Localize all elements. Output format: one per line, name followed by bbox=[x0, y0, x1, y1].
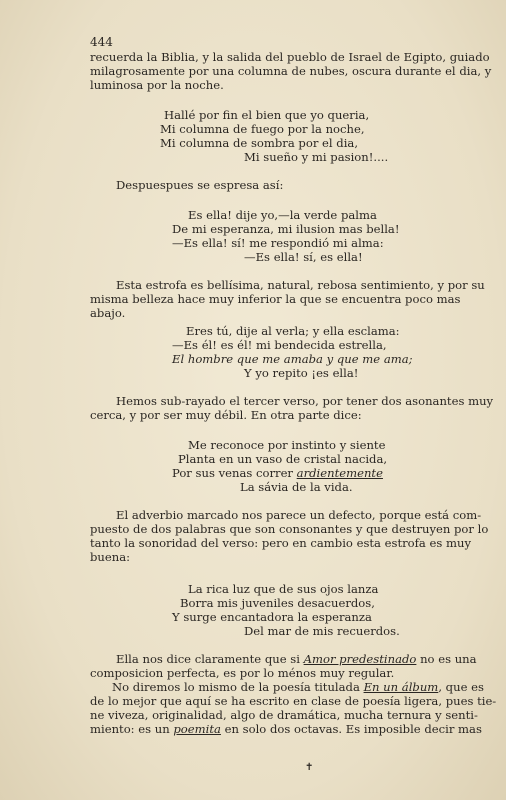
text-line bbox=[90, 722, 482, 736]
verse-line: Me reconoce por instinto y siente bbox=[188, 438, 386, 452]
verse-line: Hallé por fin el bien que yo queria, bbox=[164, 108, 370, 122]
line-text: No diremos lo mismo de la poesía titulada bbox=[112, 680, 364, 694]
text-line: tanto la sonoridad del verso: pero en cambio esta estrofa es muy bbox=[90, 536, 472, 550]
line-text: miento: es un bbox=[90, 722, 174, 736]
verse-line: Y yo repito ¡es ella! bbox=[244, 366, 359, 380]
verse-line: Del mar de mis recuerdos. bbox=[244, 624, 400, 638]
verse-line: Borra mis juveniles desacuerdos, bbox=[180, 596, 375, 610]
verse-line: De mi esperanza, mi ilusion mas bella! bbox=[172, 222, 400, 236]
text-line bbox=[112, 680, 484, 694]
text-line: luminosa por la noche. bbox=[90, 78, 224, 92]
verse-line: Mi columna de fuego por la noche, bbox=[160, 122, 365, 136]
verse-line: Es ella! dije yo,—la verde palma bbox=[188, 208, 377, 222]
text-line: buena: bbox=[90, 550, 131, 564]
verse-line: Mi columna de sombra por el dia, bbox=[160, 136, 359, 150]
text-line: milagrosamente por una columna de nubes, oscura durante el dia, y bbox=[90, 64, 492, 78]
line-text: no es una bbox=[416, 652, 477, 666]
text-line: ne viveza, originalidad, algo de dramática, mucha ternura y senti- bbox=[90, 708, 478, 722]
text-line: misma belleza hace muy inferior la que se encuentra poco mas bbox=[90, 292, 461, 306]
text-line: Hemos sub-rayado el tercer verso, por tener dos asonantes muy bbox=[116, 394, 494, 408]
italic-title: En un álbum bbox=[363, 680, 439, 694]
text-line: Esta estrofa es bellísima, natural, rebosa sentimiento, y por su bbox=[116, 278, 485, 292]
italic-title: Amor predestinado bbox=[303, 652, 417, 666]
underlined-word: ardientemente bbox=[296, 466, 383, 480]
verse-line: Mi sueño y mi pasion!.... bbox=[244, 150, 389, 164]
text-line: El adverbio marcado nos parece un defecto, porque está com- bbox=[116, 508, 482, 522]
verse-text: Por sus venas correr bbox=[172, 466, 297, 480]
line-text: , que es bbox=[438, 680, 484, 694]
verse-line: —Es ella! sí! me respondió mi alma: bbox=[172, 236, 384, 250]
text-line: composicion perfecta, es por lo ménos muy regular. bbox=[90, 666, 395, 680]
text-line bbox=[116, 652, 477, 666]
text-line: abajo. bbox=[90, 306, 126, 320]
verse-line: El hombre que me amaba y que me ama; bbox=[172, 352, 413, 366]
verse-line: Eres tú, dije al verla; y ella esclama: bbox=[186, 324, 400, 338]
italic-word: poemita bbox=[173, 722, 221, 736]
line-text: en solo dos octavas. Es imposible decir mas bbox=[220, 722, 482, 736]
printer-mark-icon: ✝ bbox=[305, 762, 314, 773]
text-line: Despuespues se espresa así: bbox=[116, 178, 284, 192]
verse-line bbox=[172, 466, 383, 480]
verse-line: Planta en un vaso de cristal nacida, bbox=[178, 452, 388, 466]
verse-line: —Es ella! sí, es ella! bbox=[244, 250, 363, 264]
text-line: puesto de dos palabras que son consonantes y que destruyen por lo bbox=[90, 522, 489, 536]
page-number: 444 bbox=[90, 35, 113, 49]
text-line: de lo mejor que aquí se ha escrito en clase de poesía ligera, pues tie- bbox=[90, 694, 497, 708]
text-line: recuerda la Biblia, y la salida del pueblo de Israel de Egipto, guiado bbox=[90, 50, 490, 64]
verse-line: —Es él! es él! mi bendecida estrella, bbox=[172, 338, 387, 352]
verse-line: La sávia de la vida. bbox=[240, 480, 353, 494]
verse-line: La rica luz que de sus ojos lanza bbox=[188, 582, 379, 596]
verse-line: Y surge encantadora la esperanza bbox=[172, 610, 372, 624]
line-text: Ella nos dice claramente que si bbox=[116, 652, 304, 666]
text-line: cerca, y por ser muy débil. En otra parte dice: bbox=[90, 408, 362, 422]
